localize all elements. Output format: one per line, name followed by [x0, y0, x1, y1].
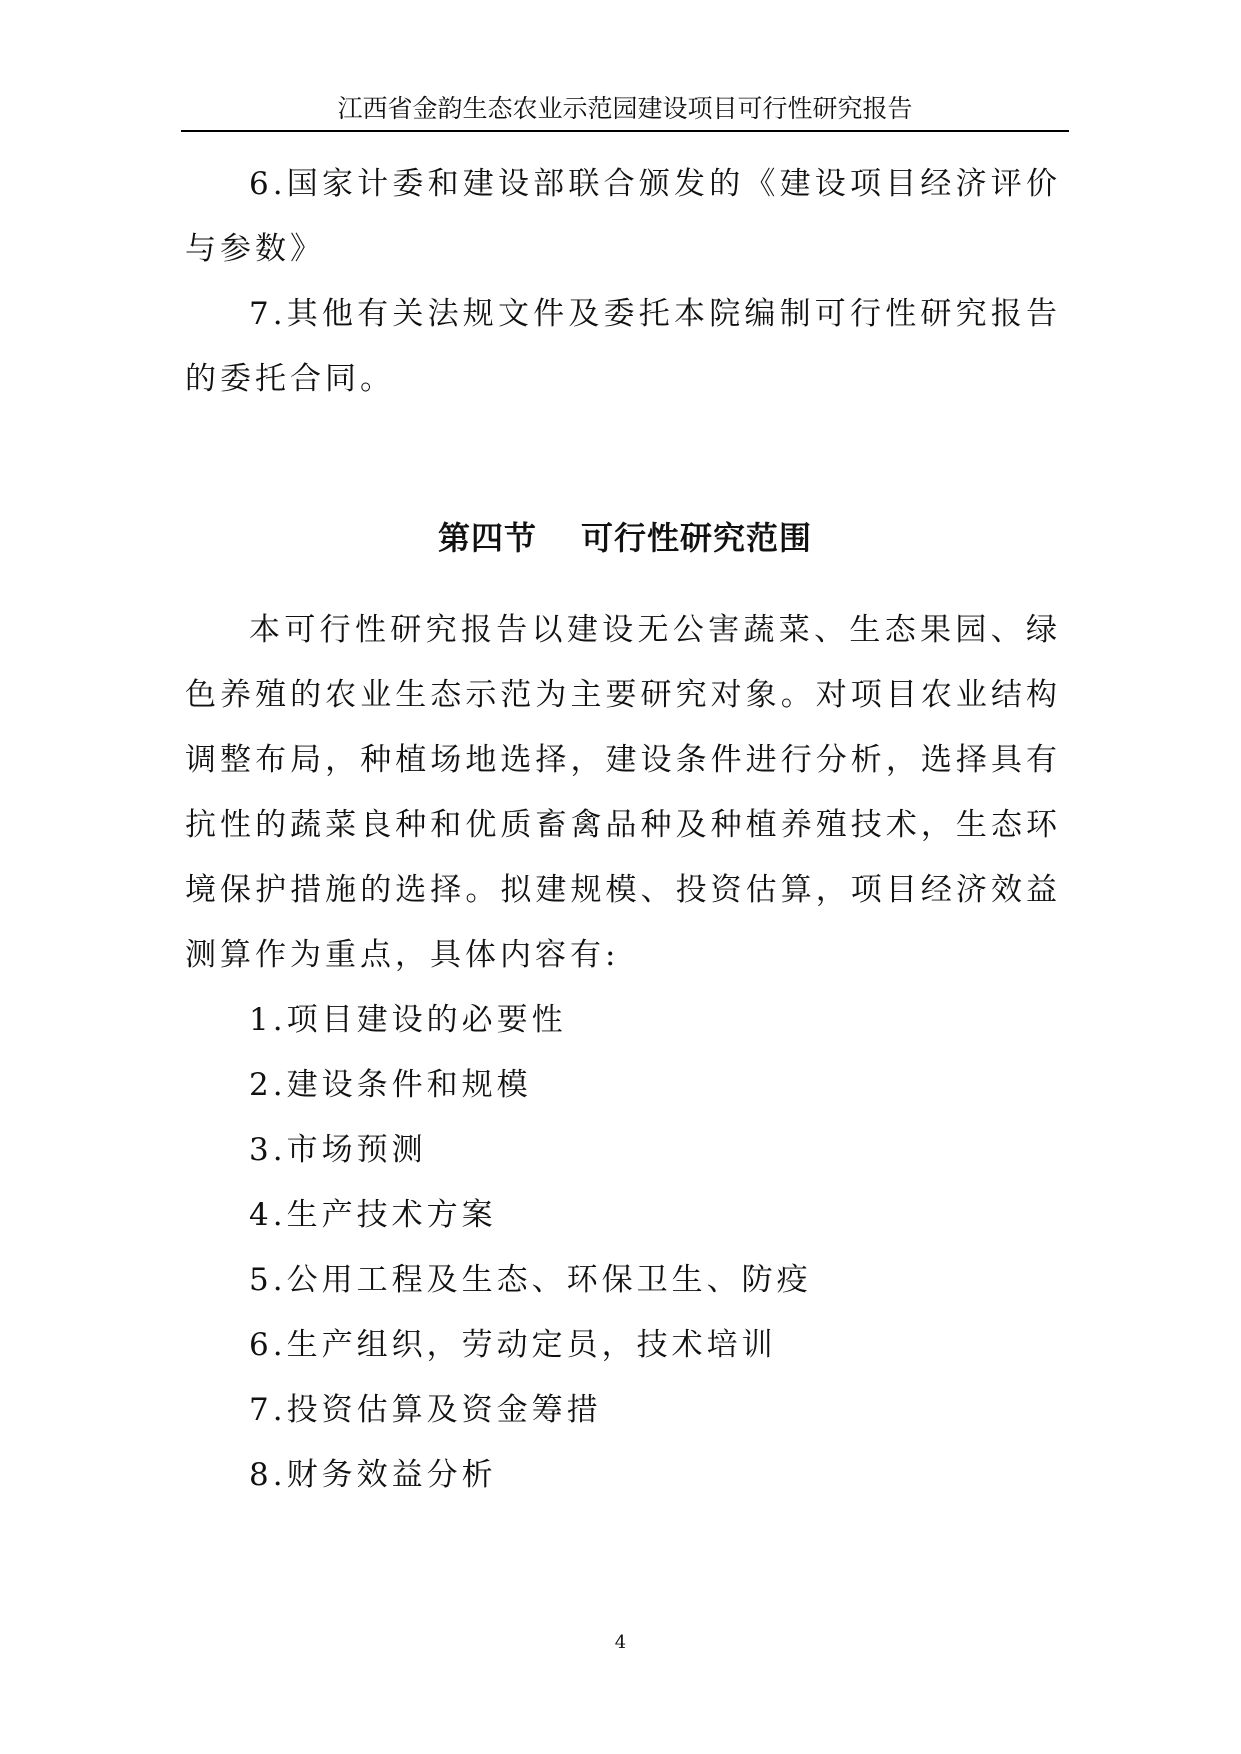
intro-paragraph: 本可行性研究报告以建设无公害蔬菜、生态果园、绿色养殖的农业生态示范为主要研究对象。对项目农业结构调整布局，种植场地选择，建设条件进行分析，选择具有抗性的蔬菜良种和优质畜禽品种及种植养殖技术，生态环境保护措施的选择。拟建规模、投资估算，项目经济效益测算作为重点，具体内容有: — [185, 612, 1061, 973]
paragraph: 6.国家计委和建设部联合颁发的《建设项目经济评价与参数》 — [185, 166, 1061, 267]
list-item: 1.项目建设的必要性 — [249, 1002, 567, 1038]
list-item: 8.财务效益分析 — [249, 1457, 497, 1493]
list-item: 6.生产组织，劳动定员，技术培训 — [249, 1327, 777, 1363]
list-item: 5.公用工程及生态、环保卫生、防疫 — [249, 1262, 812, 1298]
section-heading — [183, 513, 1067, 563]
section-title: 可行性研究范围 — [581, 519, 813, 557]
section-body — [185, 598, 1061, 1508]
running-header: 江西省金韵生态农业示范园建设项目可行性研究报告 — [337, 94, 913, 123]
list-item: 4.生产技术方案 — [249, 1197, 497, 1233]
paragraph: 7.其他有关法规文件及委托本院编制可行性研究报告的委托合同。 — [185, 296, 1061, 397]
list-item: 3.市场预测 — [249, 1132, 427, 1168]
header-rule — [181, 130, 1069, 132]
page-number: 4 — [614, 1632, 627, 1653]
list-item: 2.建设条件和规模 — [249, 1067, 532, 1103]
list-item: 7.投资估算及资金筹措 — [249, 1392, 602, 1428]
top-paragraphs — [185, 152, 1061, 412]
section-number: 第四节 — [437, 519, 537, 557]
